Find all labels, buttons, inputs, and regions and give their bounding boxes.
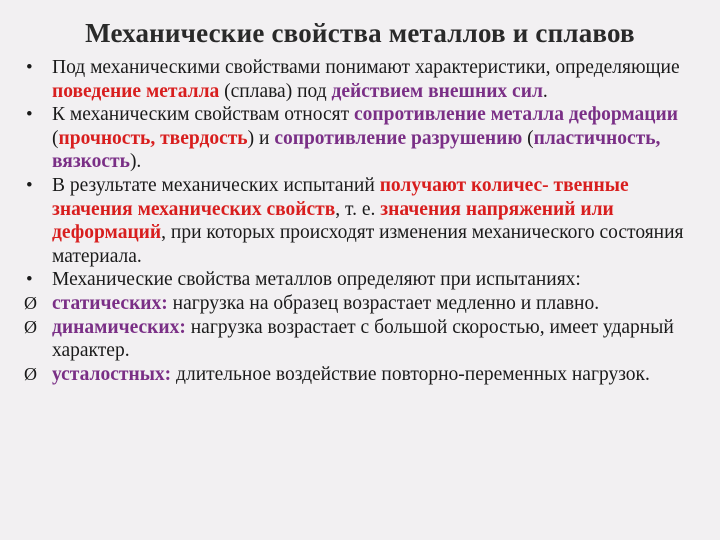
bullet-icon: • bbox=[26, 269, 33, 291]
test-term: статических: bbox=[52, 292, 168, 314]
test-term: усталостных: bbox=[52, 363, 172, 385]
text-segment: К механическим свойствам относят bbox=[52, 104, 354, 126]
text-segment: ( bbox=[522, 127, 534, 149]
text-segment: , т. е. bbox=[335, 198, 381, 220]
text-segment: Под механическими свойствами понимают характеристики, определяющие bbox=[52, 57, 680, 78]
list-item bbox=[22, 56, 702, 103]
test-item bbox=[22, 363, 702, 387]
highlight-text: прочность, твердость bbox=[58, 127, 248, 149]
highlight-text: значения напряжений или деформаций bbox=[52, 198, 614, 244]
highlight-text: действием внешних сил bbox=[331, 80, 543, 102]
list-item bbox=[22, 174, 702, 268]
slide-title: Механические свойства металлов и сплавов bbox=[85, 18, 635, 48]
bullet-icon: • bbox=[26, 57, 33, 78]
text-segment: ). bbox=[129, 151, 142, 173]
highlight-text: пластичность, вязкость bbox=[52, 127, 661, 173]
arrow-bullet-icon: Ø bbox=[24, 363, 37, 384]
bullet-icon: • bbox=[26, 174, 33, 196]
test-item bbox=[22, 316, 702, 363]
highlight-text: получают количес- bbox=[379, 174, 549, 196]
text-segment: ( bbox=[52, 127, 59, 149]
highlight-text: твенные значения механических свойств bbox=[52, 174, 629, 220]
highlight-text: сопротивление металла деформации bbox=[353, 104, 678, 126]
list-item bbox=[22, 103, 702, 174]
text-segment: . bbox=[542, 80, 548, 102]
test-description: нагрузка возрастает с большой скоростью, имеет ударный характер. bbox=[52, 316, 674, 362]
highlight-text: сопротивление разрушению bbox=[274, 127, 523, 149]
highlight-text: поведение металла bbox=[52, 80, 220, 102]
text-segment: В результате механических испытаний bbox=[52, 174, 380, 196]
list-item bbox=[22, 268, 702, 292]
arrow-bullet-icon: Ø bbox=[24, 292, 37, 313]
text-segment: , при которых происходят изменения механического состояния материала. bbox=[52, 222, 684, 267]
content-list bbox=[22, 56, 702, 386]
bullet-icon: • bbox=[26, 104, 33, 126]
test-description: длительное воздействие повторно-переменных нагрузок. bbox=[171, 363, 650, 385]
test-item bbox=[22, 292, 702, 316]
test-description: нагрузка на образец возрастает медленно и плавно. bbox=[167, 292, 600, 314]
text-segment: (сплава) под bbox=[219, 80, 332, 102]
text-segment: ) и bbox=[247, 127, 275, 149]
text-segment: Механические свойства металлов определяют при испытаниях: bbox=[52, 269, 581, 291]
arrow-bullet-icon: Ø bbox=[24, 316, 37, 337]
test-term: динамических: bbox=[52, 316, 186, 338]
